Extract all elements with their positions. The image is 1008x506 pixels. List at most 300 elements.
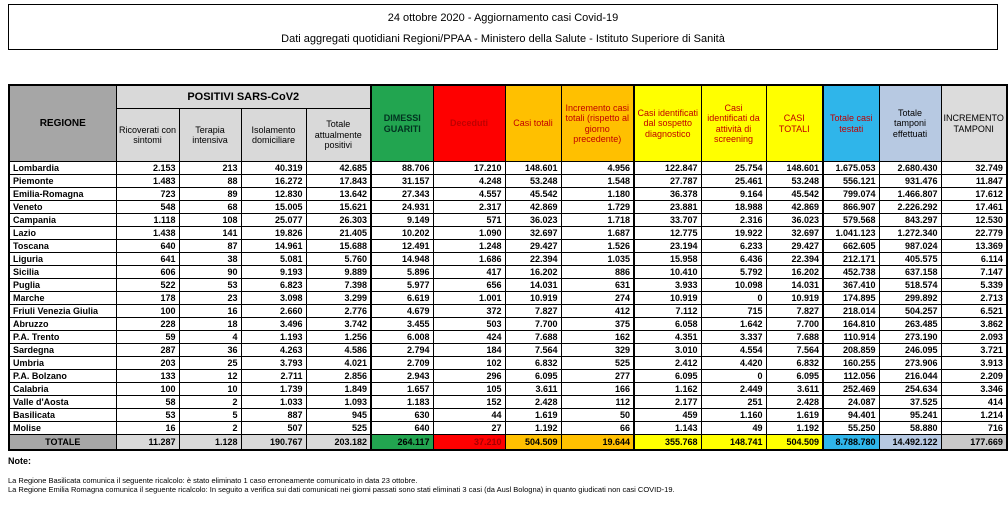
value-cell: 277 xyxy=(561,370,634,383)
value-cell: 2.709 xyxy=(371,357,433,370)
region-name-cell: Liguria xyxy=(9,253,116,266)
totals-row xyxy=(9,435,1007,451)
value-cell: 1.035 xyxy=(561,253,634,266)
region-name-cell: Molise xyxy=(9,422,116,435)
value-cell: 662.605 xyxy=(823,240,879,253)
value-cell: 4.586 xyxy=(306,344,371,357)
value-cell: 7.827 xyxy=(505,305,561,318)
value-cell: 2.226.292 xyxy=(879,201,941,214)
value-cell: 1.438 xyxy=(116,227,179,240)
region-name-cell: Calabria xyxy=(9,383,116,396)
value-cell: 0 xyxy=(701,292,766,305)
value-cell: 6.832 xyxy=(766,357,823,370)
value-cell: 522 xyxy=(116,279,179,292)
value-cell: 525 xyxy=(306,422,371,435)
value-cell: 1.619 xyxy=(766,409,823,422)
value-cell: 4.263 xyxy=(241,344,306,357)
value-cell: 5.760 xyxy=(306,253,371,266)
value-cell: 16 xyxy=(116,422,179,435)
value-cell: 2.428 xyxy=(766,396,823,409)
value-cell: 15.621 xyxy=(306,201,371,214)
value-cell: 10.410 xyxy=(634,266,701,279)
value-cell: 10.919 xyxy=(766,292,823,305)
value-cell: 148.601 xyxy=(505,162,561,175)
value-cell: 246.095 xyxy=(879,344,941,357)
value-cell: 1.193 xyxy=(241,331,306,344)
table-row xyxy=(9,279,1007,292)
value-cell: 6.095 xyxy=(505,370,561,383)
note-line: La Regione Emilia Romagna comunica il seguente ricalcolo: In seguito a verifica sui dati comunicati nei giorni passati sono stati eliminati 3 casi (da Ausl Bologna) in quanto giudicati non casi COVID-19. xyxy=(8,485,675,495)
value-cell: 329 xyxy=(561,344,634,357)
report-title-box xyxy=(8,4,998,50)
column-header-cell: Totale tamponi effettuati xyxy=(879,85,941,162)
value-cell: 87 xyxy=(179,240,241,253)
value-cell: 212.171 xyxy=(823,253,879,266)
value-cell: 102 xyxy=(433,357,505,370)
value-cell: 216.044 xyxy=(879,370,941,383)
value-cell: 1.849 xyxy=(306,383,371,396)
totals-value-cell: 190.767 xyxy=(241,435,306,451)
value-cell: 6.436 xyxy=(701,253,766,266)
value-cell: 3.742 xyxy=(306,318,371,331)
value-cell: 1.548 xyxy=(561,175,634,188)
value-cell: 1.272.340 xyxy=(879,227,941,240)
value-cell: 637.158 xyxy=(879,266,941,279)
value-cell: 4.021 xyxy=(306,357,371,370)
value-cell: 14.948 xyxy=(371,253,433,266)
value-cell: 26.303 xyxy=(306,214,371,227)
value-cell: 3.337 xyxy=(701,331,766,344)
value-cell: 12.830 xyxy=(241,188,306,201)
value-cell: 299.892 xyxy=(879,292,941,305)
value-cell: 13.369 xyxy=(941,240,1007,253)
table-row xyxy=(9,253,1007,266)
value-cell: 372 xyxy=(433,305,505,318)
value-cell: 27.787 xyxy=(634,175,701,188)
region-name-cell: Sicilia xyxy=(9,266,116,279)
value-cell: 16.272 xyxy=(241,175,306,188)
totals-value-cell: 203.182 xyxy=(306,435,371,451)
value-cell: 1.183 xyxy=(371,396,433,409)
covid-data-table xyxy=(8,84,1008,451)
value-cell: 17.461 xyxy=(941,201,1007,214)
table-row xyxy=(9,396,1007,409)
value-cell: 1.675.053 xyxy=(823,162,879,175)
value-cell: 55.250 xyxy=(823,422,879,435)
value-cell: 3.862 xyxy=(941,318,1007,331)
value-cell: 59 xyxy=(116,331,179,344)
column-header-cell: Isolamento domiciliare xyxy=(241,109,306,162)
report-title-source: Dati aggregati quotidiani Regioni/PPAA - Ministero della Salute - Istituto Superiore di Sanità xyxy=(281,33,725,45)
value-cell: 452.738 xyxy=(823,266,879,279)
value-cell: 405.575 xyxy=(879,253,941,266)
value-cell: 27 xyxy=(433,422,505,435)
value-cell: 16.202 xyxy=(766,266,823,279)
value-cell: 7.827 xyxy=(766,305,823,318)
value-cell: 2.412 xyxy=(634,357,701,370)
value-cell: 656 xyxy=(433,279,505,292)
value-cell: 424 xyxy=(433,331,505,344)
value-cell: 2 xyxy=(179,396,241,409)
value-cell: 273.190 xyxy=(879,331,941,344)
value-cell: 22.779 xyxy=(941,227,1007,240)
value-cell: 110.914 xyxy=(823,331,879,344)
value-cell: 843.297 xyxy=(879,214,941,227)
column-header-cell: Terapia intensiva xyxy=(179,109,241,162)
value-cell: 2.449 xyxy=(701,383,766,396)
table-row xyxy=(9,214,1007,227)
region-name-cell: Umbria xyxy=(9,357,116,370)
table-row xyxy=(9,162,1007,175)
table-row xyxy=(9,227,1007,240)
value-cell: 9.193 xyxy=(241,266,306,279)
value-cell: 3.611 xyxy=(505,383,561,396)
value-cell: 19.922 xyxy=(701,227,766,240)
value-cell: 3.010 xyxy=(634,344,701,357)
value-cell: 548 xyxy=(116,201,179,214)
value-cell: 2.317 xyxy=(433,201,505,214)
value-cell: 17.612 xyxy=(941,188,1007,201)
value-cell: 36.023 xyxy=(766,214,823,227)
value-cell: 164.810 xyxy=(823,318,879,331)
positivi-group-header-cell: POSITIVI SARS-CoV2 xyxy=(116,85,371,109)
totals-value-cell: 11.287 xyxy=(116,435,179,451)
value-cell: 40.319 xyxy=(241,162,306,175)
value-cell: 1.729 xyxy=(561,201,634,214)
value-cell: 203 xyxy=(116,357,179,370)
table-row xyxy=(9,409,1007,422)
value-cell: 7.398 xyxy=(306,279,371,292)
value-cell: 11.847 xyxy=(941,175,1007,188)
value-cell: 32.749 xyxy=(941,162,1007,175)
value-cell: 100 xyxy=(116,383,179,396)
value-cell: 640 xyxy=(371,422,433,435)
region-name-cell: Toscana xyxy=(9,240,116,253)
value-cell: 367.410 xyxy=(823,279,879,292)
value-cell: 45.542 xyxy=(766,188,823,201)
region-name-cell: Abruzzo xyxy=(9,318,116,331)
value-cell: 715 xyxy=(701,305,766,318)
value-cell: 122.847 xyxy=(634,162,701,175)
value-cell: 49 xyxy=(701,422,766,435)
value-cell: 14.031 xyxy=(505,279,561,292)
value-cell: 12.775 xyxy=(634,227,701,240)
value-cell: 571 xyxy=(433,214,505,227)
value-cell: 417 xyxy=(433,266,505,279)
value-cell: 2.316 xyxy=(701,214,766,227)
value-cell: 23 xyxy=(179,292,241,305)
value-cell: 3.496 xyxy=(241,318,306,331)
value-cell: 24.087 xyxy=(823,396,879,409)
value-cell: 9.889 xyxy=(306,266,371,279)
value-cell: 2.713 xyxy=(941,292,1007,305)
value-cell: 19.826 xyxy=(241,227,306,240)
value-cell: 1.162 xyxy=(634,383,701,396)
value-cell: 9.164 xyxy=(701,188,766,201)
value-cell: 42.685 xyxy=(306,162,371,175)
totals-value-cell: 264.117 xyxy=(371,435,433,451)
column-header-cell: Casi identificati dal sospetto diagnostico xyxy=(634,85,701,162)
value-cell: 1.657 xyxy=(371,383,433,396)
value-cell: 579.568 xyxy=(823,214,879,227)
value-cell: 4.679 xyxy=(371,305,433,318)
value-cell: 0 xyxy=(701,370,766,383)
value-cell: 88.706 xyxy=(371,162,433,175)
note-line: La Regione Basilicata comunica il seguente ricalcolo: è stato eliminato 1 caso erroneamente comunicato in data 23 ottobre. xyxy=(8,476,418,485)
value-cell: 1.483 xyxy=(116,175,179,188)
value-cell: 866.907 xyxy=(823,201,879,214)
value-cell: 22.394 xyxy=(505,253,561,266)
value-cell: 507 xyxy=(241,422,306,435)
value-cell: 4.420 xyxy=(701,357,766,370)
value-cell: 887 xyxy=(241,409,306,422)
value-cell: 2.428 xyxy=(505,396,561,409)
value-cell: 606 xyxy=(116,266,179,279)
value-cell: 6.233 xyxy=(701,240,766,253)
value-cell: 1.118 xyxy=(116,214,179,227)
totals-value-cell: 177.669 xyxy=(941,435,1007,451)
value-cell: 1.214 xyxy=(941,409,1007,422)
value-cell: 7.147 xyxy=(941,266,1007,279)
region-name-cell: Piemonte xyxy=(9,175,116,188)
value-cell: 95.241 xyxy=(879,409,941,422)
value-cell: 4.956 xyxy=(561,162,634,175)
value-cell: 174.895 xyxy=(823,292,879,305)
value-cell: 166 xyxy=(561,383,634,396)
notes-title: Note: xyxy=(8,456,31,466)
value-cell: 886 xyxy=(561,266,634,279)
value-cell: 4.351 xyxy=(634,331,701,344)
value-cell: 208.859 xyxy=(823,344,879,357)
totals-value-cell: 8.788.780 xyxy=(823,435,879,451)
value-cell: 160.255 xyxy=(823,357,879,370)
value-cell: 25.461 xyxy=(701,175,766,188)
value-cell: 1.739 xyxy=(241,383,306,396)
value-cell: 6.823 xyxy=(241,279,306,292)
totals-value-cell: 19.644 xyxy=(561,435,634,451)
value-cell: 12.530 xyxy=(941,214,1007,227)
totals-value-cell: 355.768 xyxy=(634,435,701,451)
value-cell: 1.686 xyxy=(433,253,505,266)
value-cell: 38 xyxy=(179,253,241,266)
value-cell: 630 xyxy=(371,409,433,422)
value-cell: 32.697 xyxy=(766,227,823,240)
value-cell: 213 xyxy=(179,162,241,175)
value-cell: 24.931 xyxy=(371,201,433,214)
region-name-cell: P.A. Bolzano xyxy=(9,370,116,383)
value-cell: 5.339 xyxy=(941,279,1007,292)
table-row xyxy=(9,318,1007,331)
value-cell: 1.256 xyxy=(306,331,371,344)
value-cell: 44 xyxy=(433,409,505,422)
value-cell: 3.611 xyxy=(766,383,823,396)
value-cell: 640 xyxy=(116,240,179,253)
value-cell: 36 xyxy=(179,344,241,357)
column-header-cell: Incremento casi totali (rispetto al giorno precedente) xyxy=(561,85,634,162)
value-cell: 459 xyxy=(634,409,701,422)
value-cell: 12 xyxy=(179,370,241,383)
value-cell: 58.880 xyxy=(879,422,941,435)
value-cell: 273.906 xyxy=(879,357,941,370)
value-cell: 90 xyxy=(179,266,241,279)
value-cell: 6.095 xyxy=(634,370,701,383)
value-cell: 17.843 xyxy=(306,175,371,188)
value-cell: 112.056 xyxy=(823,370,879,383)
table-row xyxy=(9,175,1007,188)
table-row xyxy=(9,344,1007,357)
value-cell: 10 xyxy=(179,383,241,396)
value-cell: 2.177 xyxy=(634,396,701,409)
totals-value-cell: 504.509 xyxy=(766,435,823,451)
value-cell: 7.688 xyxy=(505,331,561,344)
totals-label-cell: TOTALE xyxy=(9,435,116,451)
value-cell: 29.427 xyxy=(505,240,561,253)
value-cell: 88 xyxy=(179,175,241,188)
region-name-cell: Sardegna xyxy=(9,344,116,357)
value-cell: 263.485 xyxy=(879,318,941,331)
value-cell: 12.491 xyxy=(371,240,433,253)
value-cell: 3.793 xyxy=(241,357,306,370)
value-cell: 254.634 xyxy=(879,383,941,396)
value-cell: 987.024 xyxy=(879,240,941,253)
value-cell: 178 xyxy=(116,292,179,305)
value-cell: 2.680.430 xyxy=(879,162,941,175)
value-cell: 37.525 xyxy=(879,396,941,409)
column-header-cell: Casi totali xyxy=(505,85,561,162)
value-cell: 17.210 xyxy=(433,162,505,175)
region-name-cell: Campania xyxy=(9,214,116,227)
value-cell: 3.721 xyxy=(941,344,1007,357)
value-cell: 9.149 xyxy=(371,214,433,227)
table-row xyxy=(9,292,1007,305)
value-cell: 1.180 xyxy=(561,188,634,201)
value-cell: 2.856 xyxy=(306,370,371,383)
value-cell: 89 xyxy=(179,188,241,201)
column-header-cell: Totale casi testati xyxy=(823,85,879,162)
value-cell: 2.794 xyxy=(371,344,433,357)
header-row-groups xyxy=(9,85,1007,109)
column-header-cell: INCREMENTO TAMPONI xyxy=(941,85,1007,162)
value-cell: 414 xyxy=(941,396,1007,409)
value-cell: 16 xyxy=(179,305,241,318)
value-cell: 50 xyxy=(561,409,634,422)
value-cell: 15.688 xyxy=(306,240,371,253)
value-cell: 5 xyxy=(179,409,241,422)
value-cell: 7.688 xyxy=(766,331,823,344)
value-cell: 4 xyxy=(179,331,241,344)
value-cell: 3.346 xyxy=(941,383,1007,396)
value-cell: 152 xyxy=(433,396,505,409)
value-cell: 945 xyxy=(306,409,371,422)
value-cell: 7.700 xyxy=(766,318,823,331)
value-cell: 1.192 xyxy=(505,422,561,435)
value-cell: 3.933 xyxy=(634,279,701,292)
value-cell: 10.202 xyxy=(371,227,433,240)
value-cell: 42.869 xyxy=(766,201,823,214)
value-cell: 133 xyxy=(116,370,179,383)
value-cell: 105 xyxy=(433,383,505,396)
value-cell: 13.642 xyxy=(306,188,371,201)
value-cell: 15.958 xyxy=(634,253,701,266)
value-cell: 108 xyxy=(179,214,241,227)
value-cell: 10.098 xyxy=(701,279,766,292)
value-cell: 252.469 xyxy=(823,383,879,396)
value-cell: 723 xyxy=(116,188,179,201)
value-cell: 31.157 xyxy=(371,175,433,188)
totals-value-cell: 14.492.122 xyxy=(879,435,941,451)
value-cell: 1.687 xyxy=(561,227,634,240)
value-cell: 1.619 xyxy=(505,409,561,422)
value-cell: 1.160 xyxy=(701,409,766,422)
value-cell: 184 xyxy=(433,344,505,357)
value-cell: 3.098 xyxy=(241,292,306,305)
totals-value-cell: 37.210 xyxy=(433,435,505,451)
value-cell: 296 xyxy=(433,370,505,383)
table-row xyxy=(9,240,1007,253)
value-cell: 6.058 xyxy=(634,318,701,331)
table-row xyxy=(9,383,1007,396)
region-name-cell: Lazio xyxy=(9,227,116,240)
value-cell: 45.542 xyxy=(505,188,561,201)
column-header-cell: Deceduti xyxy=(433,85,505,162)
value-cell: 1.248 xyxy=(433,240,505,253)
region-name-cell: P.A. Trento xyxy=(9,331,116,344)
value-cell: 18.988 xyxy=(701,201,766,214)
column-header-cell: Totale attualmente positivi xyxy=(306,109,371,162)
value-cell: 518.574 xyxy=(879,279,941,292)
value-cell: 6.114 xyxy=(941,253,1007,266)
value-cell: 2.153 xyxy=(116,162,179,175)
value-cell: 1.090 xyxy=(433,227,505,240)
value-cell: 1.041.123 xyxy=(823,227,879,240)
value-cell: 66 xyxy=(561,422,634,435)
value-cell: 2.093 xyxy=(941,331,1007,344)
value-cell: 53.248 xyxy=(505,175,561,188)
region-name-cell: Valle d'Aosta xyxy=(9,396,116,409)
value-cell: 1.192 xyxy=(766,422,823,435)
value-cell: 7.700 xyxy=(505,318,561,331)
value-cell: 274 xyxy=(561,292,634,305)
value-cell: 2.660 xyxy=(241,305,306,318)
value-cell: 68 xyxy=(179,201,241,214)
region-header-cell: REGIONE xyxy=(9,85,116,162)
value-cell: 6.832 xyxy=(505,357,561,370)
value-cell: 14.961 xyxy=(241,240,306,253)
totals-value-cell: 148.741 xyxy=(701,435,766,451)
column-header-cell: CASI TOTALI xyxy=(766,85,823,162)
value-cell: 412 xyxy=(561,305,634,318)
value-cell: 2.943 xyxy=(371,370,433,383)
value-cell: 2.209 xyxy=(941,370,1007,383)
value-cell: 1.526 xyxy=(561,240,634,253)
value-cell: 5.896 xyxy=(371,266,433,279)
value-cell: 2 xyxy=(179,422,241,435)
value-cell: 42.869 xyxy=(505,201,561,214)
value-cell: 1.466.807 xyxy=(879,188,941,201)
table-row xyxy=(9,305,1007,318)
value-cell: 27.343 xyxy=(371,188,433,201)
value-cell: 1.093 xyxy=(306,396,371,409)
region-name-cell: Emilia-Romagna xyxy=(9,188,116,201)
value-cell: 375 xyxy=(561,318,634,331)
value-cell: 23.881 xyxy=(634,201,701,214)
value-cell: 7.564 xyxy=(766,344,823,357)
value-cell: 112 xyxy=(561,396,634,409)
value-cell: 94.401 xyxy=(823,409,879,422)
table-row xyxy=(9,357,1007,370)
value-cell: 18 xyxy=(179,318,241,331)
value-cell: 4.557 xyxy=(433,188,505,201)
